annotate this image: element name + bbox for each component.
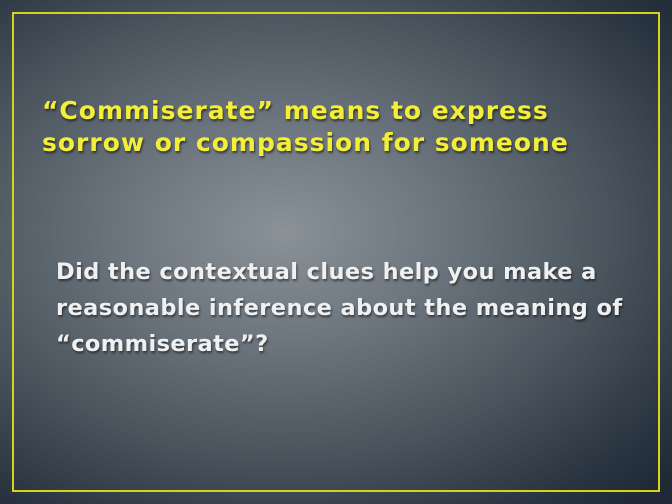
slide-title: “Commiserate” means to express sorrow or compassion for someone bbox=[42, 96, 569, 157]
slide-frame-border bbox=[12, 12, 660, 492]
slide-body-question: Did the contextual clues help you make a reasonable inference about the meaning of “commiserate”? bbox=[56, 259, 623, 357]
